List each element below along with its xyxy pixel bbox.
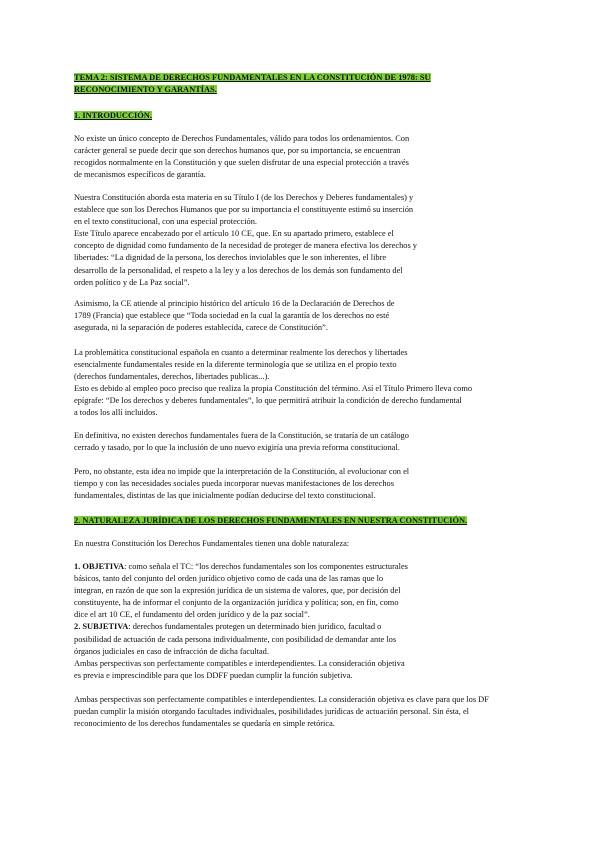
paragraph-line: Ambas perspectivas son perfectamente compatibles e interdependientes. La consideración objetiva: [74, 658, 405, 668]
section-2-heading: [74, 515, 544, 527]
paragraph-6: [74, 466, 544, 502]
paragraph-2: [74, 192, 544, 289]
section-2-intro: [74, 538, 544, 550]
paragraph-line: fundamentales, distintas de las que inicialmente podían deducirse del texto constitucional.: [74, 491, 376, 501]
title-line-1: TEMA 2: SISTEMA DE DERECHOS FUNDAMENTALES EN LA CONSTITUCIÓN DE 1978: SU: [74, 73, 431, 82]
section-1-heading: [74, 110, 544, 122]
section-2-heading-text: 2. NATURALEZA JURÍDICA DE LOS DERECHOS FUNDAMENTALES EN NUESTRA CONSTITUCIÓN.: [74, 516, 468, 525]
paragraph-1: [74, 133, 544, 181]
paragraph-line: a todos los allí incluidos.: [74, 408, 158, 418]
paragraph-line: tiempo y con las necesidades sociales pueda incorporar nuevas manifestaciones de los derechos: [74, 479, 394, 489]
paragraph-line: No existe un único concepto de Derechos Fundamentales, válido para todos los ordenamientos. Con: [74, 134, 410, 143]
paragraph-line: básicos, tanto del conjunto del orden jurídico objetivo como de cada una de las ramas que lo: [74, 574, 384, 584]
paragraph-line: orden político y de La Paz social”.: [74, 277, 190, 287]
paragraph-line: posibilidad de actuación de cada persona individualmente, con posibilidad de demandar ante los: [74, 634, 397, 644]
paragraph-line: constituyente, ha de informar el conjunto de la organización jurídica y política; son, en fin, como: [74, 598, 399, 608]
paragraph-line: Asimismo, la CE atiende al principio histórico del artículo 16 de la Declaración de Derechos de: [74, 299, 395, 308]
paragraph-line: es previa e imprescindible para que los DDFF puedan cumplir la función subjetiva.: [74, 670, 353, 680]
paragraph-line: (derechos fundamentales, derechos, libertades publicas...).: [74, 372, 270, 382]
paragraph-line: Ambas perspectivas son perfectamente compatibles e interdependientes. La consideración objetiva es clave para que los DF: [74, 695, 489, 704]
paragraph-line: En nuestra Constitución los Derechos Fundamentales tienen una doble naturaleza:: [74, 539, 350, 548]
paragraph-line: en el texto constitucional, con una especial protección.: [74, 217, 258, 227]
paragraph-line: integran, en razón de que son la expresión jurídica de un sistema de valores, que, por decisión del: [74, 586, 401, 596]
paragraph-line: En definitiva, no existen derechos fundamentales fuera de la Constitución, se trataría de un catálogo: [74, 431, 409, 440]
paragraph-line: desarrollo de la personalidad, el respeto a la ley y a los derechos de los demás son fundamento del: [74, 265, 403, 275]
paragraph-line: dice el art 10 CE, el fundamento del orden jurídico y de la paz social”.: [74, 610, 310, 620]
paragraph-line: Esto es debido al empleo poco preciso que realiza la propia Constitución del término. Así el Título Primero lleva como: [74, 384, 473, 394]
paragraph-line: reconocimiento de los derechos fundamentales se quedaría en simple retórica.: [74, 719, 335, 729]
paragraph-line: epígrafe: “De los derechos y deberes fundamentales”, lo que permitirá atribuir la condición de derecho fundamental: [74, 396, 462, 406]
subjective-text: : derechos fundamentales protegen un determinado bien jurídico, facultad o: [128, 622, 382, 632]
paragraph-line: Este Título aparece encabezado por el artículo 10 CE, que. En su apartado primero, establece el: [74, 229, 394, 239]
subjective-label: 2. SUBJETIVA: [74, 622, 129, 632]
paragraph-line: esencialmente fundamentales reside en la diferente terminología que se utiliza en el propio texto: [74, 360, 397, 370]
paragraph-line: órganos judiciales en caso de infracción de dicha facultad.: [74, 646, 269, 656]
paragraph-line: libertades: “La dignidad de la persona, los derechos inviolables que le son inherentes, el libre: [74, 253, 387, 263]
objective-label: 1. OBJETIVA: [74, 562, 125, 571]
paragraph-5: [74, 430, 544, 454]
paragraph-line: Pero, no obstante, esta idea no impide que la interpretación de la Constitución, al evolucionar con el: [74, 467, 410, 476]
objective-item: [74, 561, 544, 573]
paragraph-line: recogidos normalmente en la Constitución y que suelen disfrutar de una especial protección a través: [74, 158, 409, 168]
paragraph-line: puedan cumplir la misión otorgando facultades individuales, posibilidades jurídicas de actuación personal. Sin ésta, el: [74, 707, 469, 717]
subjective-item: [74, 621, 544, 633]
paragraph-line: concepto de dignidad como fundamento de la necesidad de proteger de manera efectiva los derechos y: [74, 241, 417, 251]
closing-paragraph: [74, 694, 544, 730]
paragraph-line: establece que son los Derechos Humanos que por su importancia el constituyente estimó su inserción: [74, 205, 414, 215]
paragraph-line: 1789 (Francia) que establece que “Toda sociedad en la cual la garantía de los derechos no esté: [74, 311, 390, 321]
title-line-2: RECONOCIMIENTO Y GARANTÍAS.: [74, 85, 217, 95]
paragraph-line: La problemática constitucional española en cuanto a determinar realmente los derechos y libertades: [74, 348, 408, 357]
paragraph-line: Nuestra Constitución aborda esta materia en su Título I (de los Derechos y Deberes fundamentales) y: [74, 193, 414, 202]
paragraph-line: carácter general se puede decir que son derechos humanos que, por su importancia, se encuentran: [74, 146, 401, 156]
section-1-heading-text: 1. INTRODUCCIÓN.: [74, 111, 152, 120]
document-title: [74, 72, 544, 96]
objective-text: : como señala el TC: “los derechos fundamentales son los componentes estructurales: [124, 562, 408, 571]
paragraph-4: [74, 347, 544, 420]
paragraph-line: cerrado y tasado, por lo que la inclusión de uno nuevo exigiría una previa reforma constitucional.: [74, 443, 400, 453]
paragraph-line: asegurada, ni la separación de poderes establecida, carece de Constitución”.: [74, 323, 328, 333]
nature-list: [74, 561, 544, 682]
paragraph-line: de mecanismos específicos de garantía.: [74, 170, 206, 180]
paragraph-3: [74, 298, 544, 334]
